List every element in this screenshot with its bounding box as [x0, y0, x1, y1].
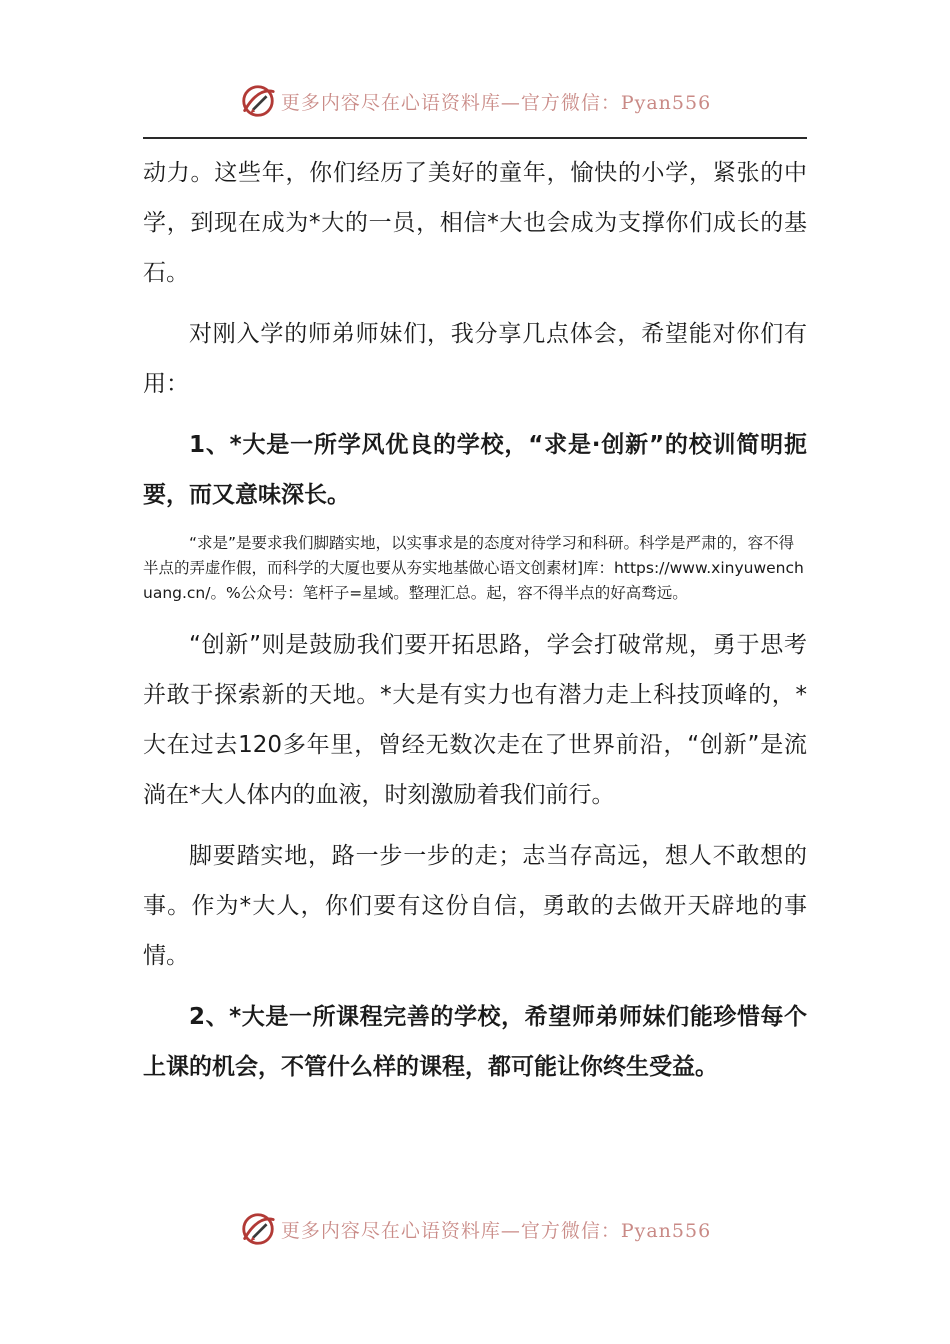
pen-circle-logo-icon: [239, 82, 277, 120]
small-paragraph: “求是”是要求我们脚踏实地，以实事求是的态度对待学习和科研。科学是严肃的，容不得半点的弄虚作假，而科学的大厦也要从夯实地基做心语文创素材]库：https://www.xinyuwenchuang.cn/。%公众号：笔杆子=星域。整理汇总。起，容不得半点的好高骛远。: [143, 534, 804, 602]
paragraph-2: 对刚入学的师弟师妹们，我分享几点体会，希望能对你们有用：: [143, 321, 807, 397]
heading-1: 1、*大是一所学风优良的学校，“求是·创新”的校训简明扼要，而又意味深长。: [143, 432, 807, 508]
footer-banner: [0, 1210, 950, 1248]
header-banner: [0, 82, 950, 120]
document-body: [143, 148, 807, 1103]
header-divider: [143, 137, 807, 139]
paragraph-3: “创新”则是鼓励我们要开拓思路，学会打破常规，勇于思考并敢于探索新的天地。*大是有实力也有潜力走上科技顶峰的，*大在过去120多年里，曾经无数次走在了世界前沿，“创新”是流淌在*大人体内的血液，时刻激励着我们前行。: [143, 632, 807, 808]
footer-banner-text: 更多内容尽在心语资料库—官方微信：Pyan556: [280, 1219, 712, 1242]
pen-circle-logo-icon: [239, 1210, 277, 1248]
heading-2: 2、*大是一所课程完善的学校，希望师弟师妹们能珍惜每个上课的机会，不管什么样的课程，都可能让你终生受益。: [143, 1004, 807, 1080]
paragraph-4: 脚要踏实地，路一步一步的走；志当存高远，想人不敢想的事。作为*大人，你们要有这份自信，勇敢的去做开天辟地的事情。: [143, 843, 807, 969]
paragraph-1: 动力。这些年，你们经历了美好的童年，愉快的小学，紧张的中学，到现在成为*大的一员，相信*大也会成为支撑你们成长的基石。: [143, 160, 807, 286]
header-banner-text: 更多内容尽在心语资料库—官方微信：Pyan556: [280, 91, 712, 114]
